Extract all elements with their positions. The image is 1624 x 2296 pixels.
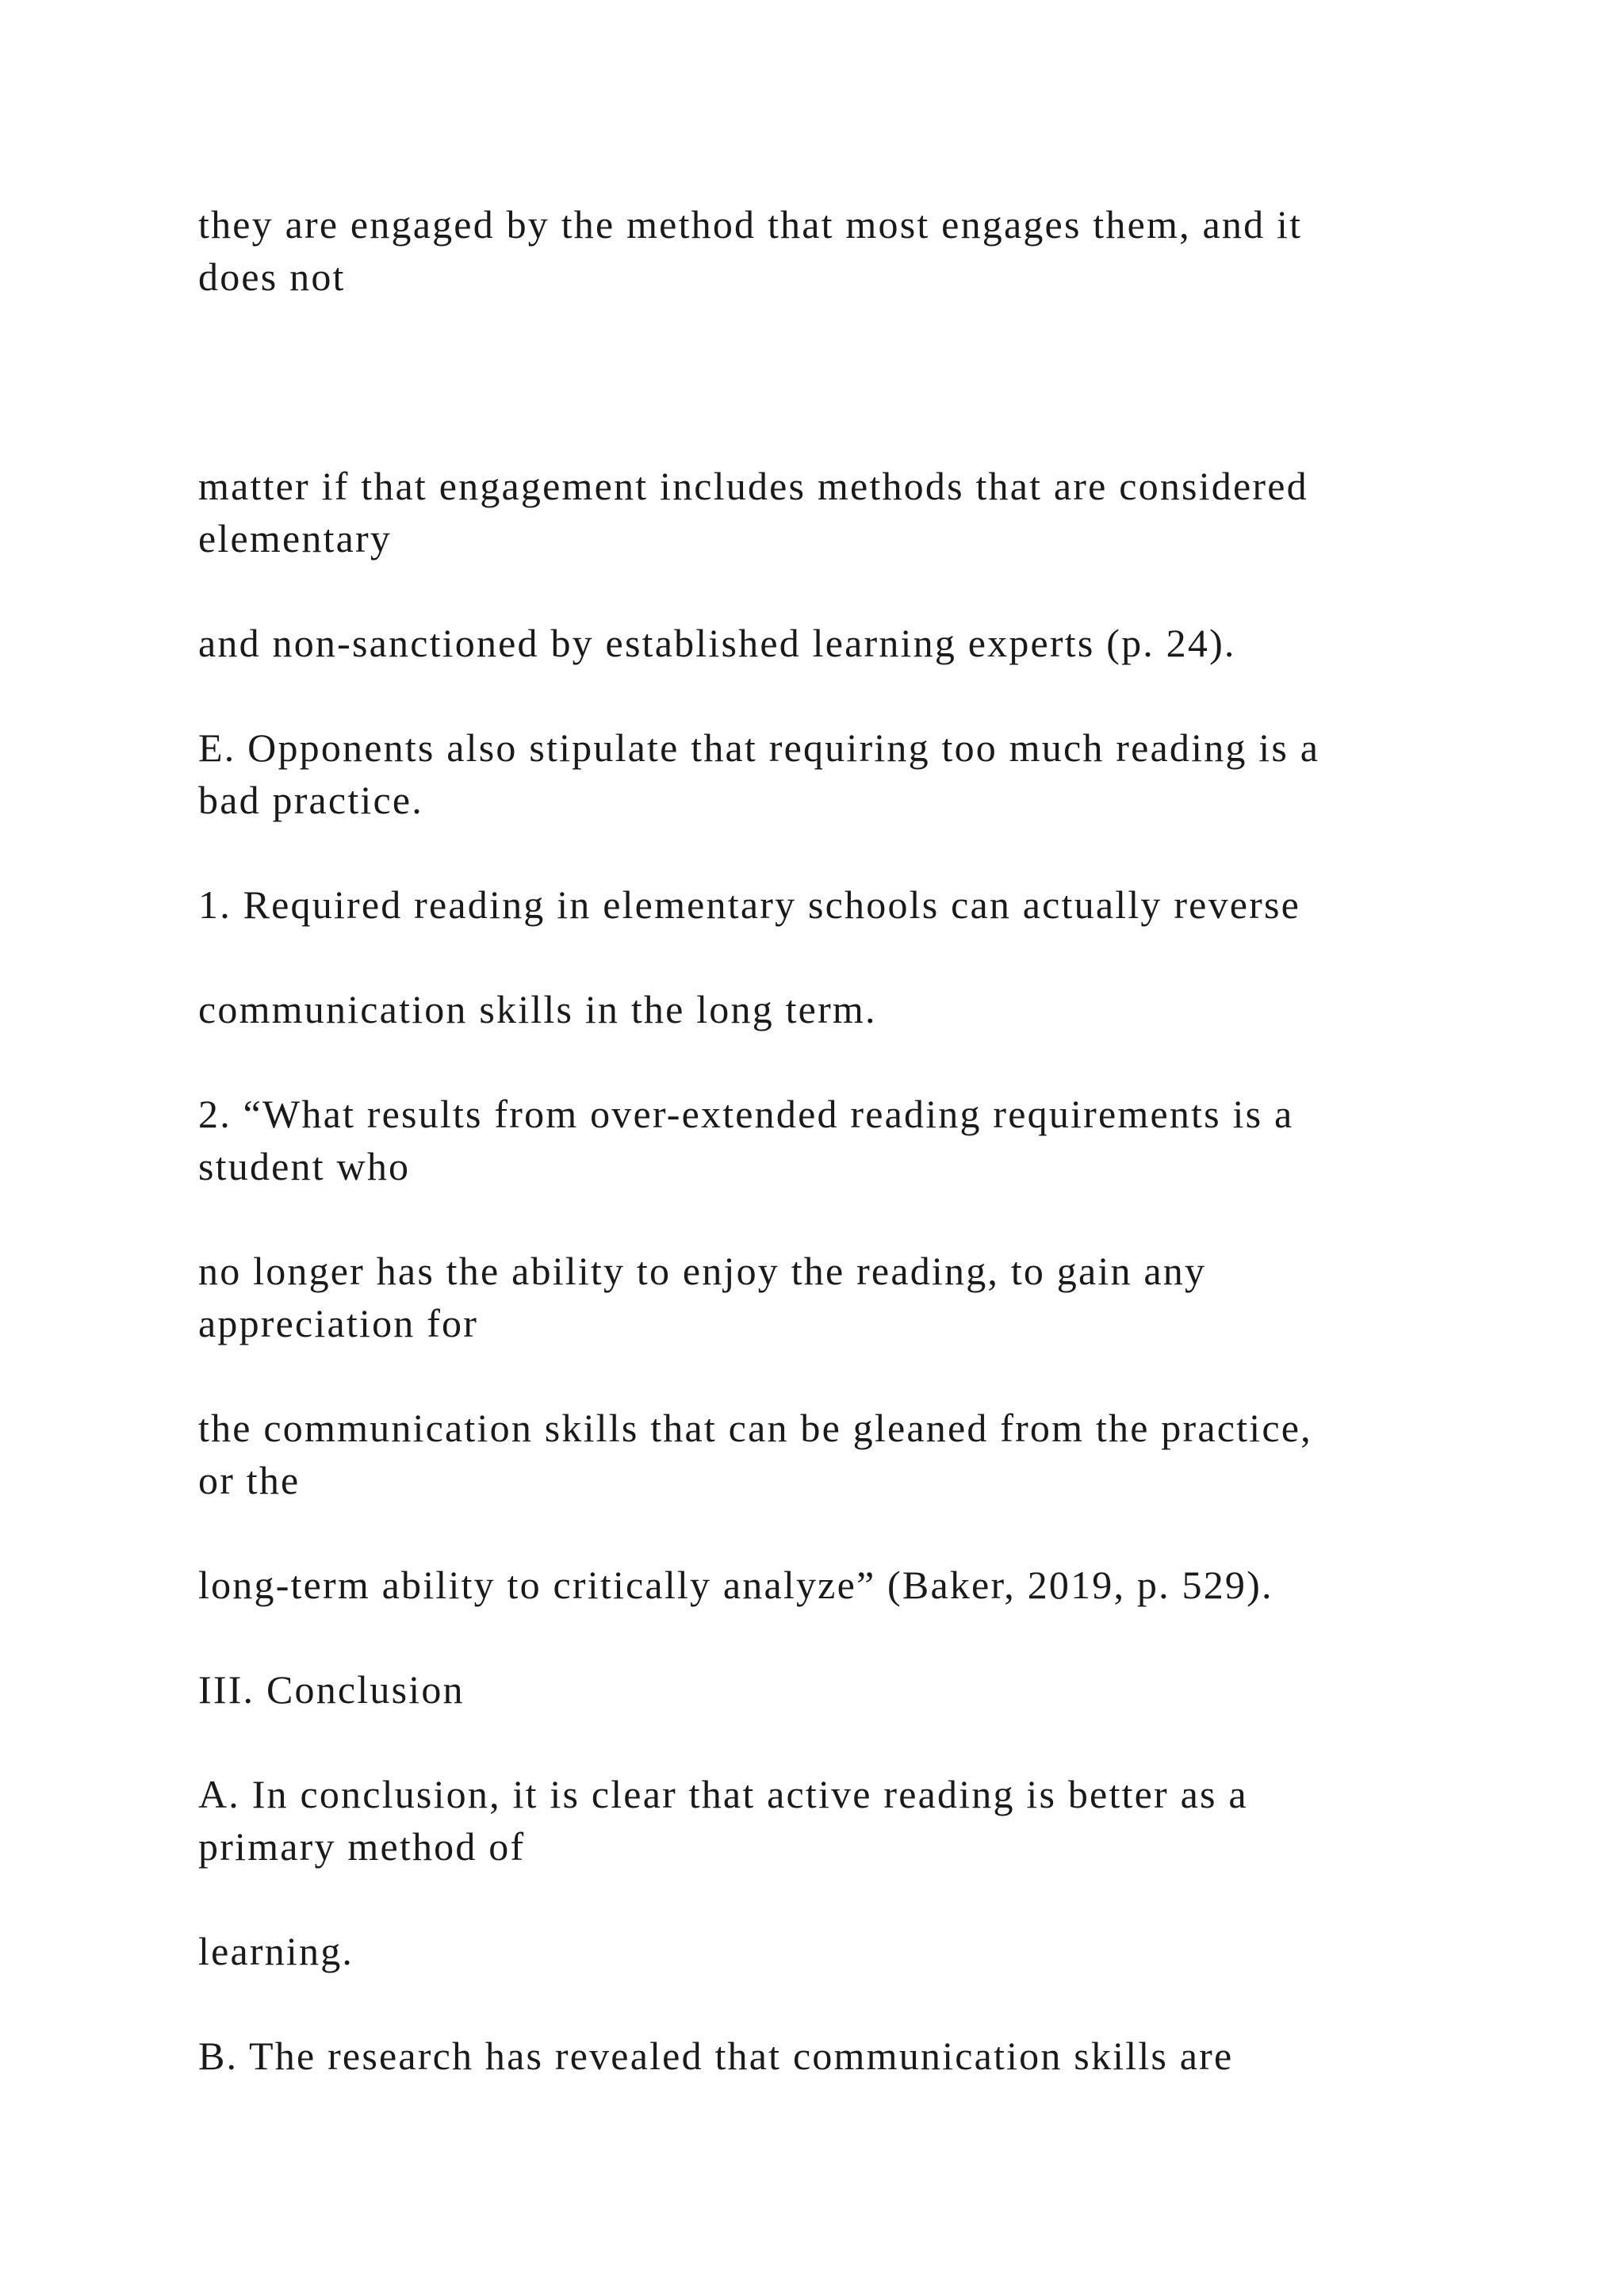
text-line: primary method of — [198, 1824, 526, 1869]
text-line: no longer has the ability to enjoy the reading, to gain any — [198, 1249, 1207, 1293]
text-line: A. In conclusion, it is clear that active reading is better as a — [198, 1772, 1248, 1816]
text-line: they are engaged by the method that most engages them, and it — [198, 202, 1303, 247]
text-line: 1. Required reading in elementary schools can actually reverse — [198, 882, 1301, 927]
text-line: and non-sanctioned by established learning experts (p. 24). — [198, 621, 1236, 665]
text-line: communication skills in the long term. — [198, 987, 877, 1031]
section-heading: III. Conclusion — [198, 1667, 465, 1712]
text-line: or the — [198, 1458, 301, 1502]
text-line: elementary — [198, 516, 393, 561]
text-line: appreciation for — [198, 1301, 479, 1345]
text-line: B. The research has revealed that communication skills are — [198, 2034, 1234, 2078]
text-line: matter if that engagement includes methods that are considered — [198, 464, 1308, 508]
text-line: E. Opponents also stipulate that requiring too much reading is a — [198, 725, 1320, 770]
text-line: 2. “What results from over-extended reading requirements is a — [198, 1092, 1294, 1136]
text-line: the communication skills that can be gleaned from the practice, — [198, 1406, 1312, 1450]
text-line: learning. — [198, 1929, 354, 1973]
text-line: student who — [198, 1144, 411, 1188]
text-line: bad practice. — [198, 778, 423, 822]
text-line: long-term ability to critically analyze” (Baker, 2019, p. 529). — [198, 1563, 1274, 1607]
text-line: does not — [198, 254, 346, 299]
